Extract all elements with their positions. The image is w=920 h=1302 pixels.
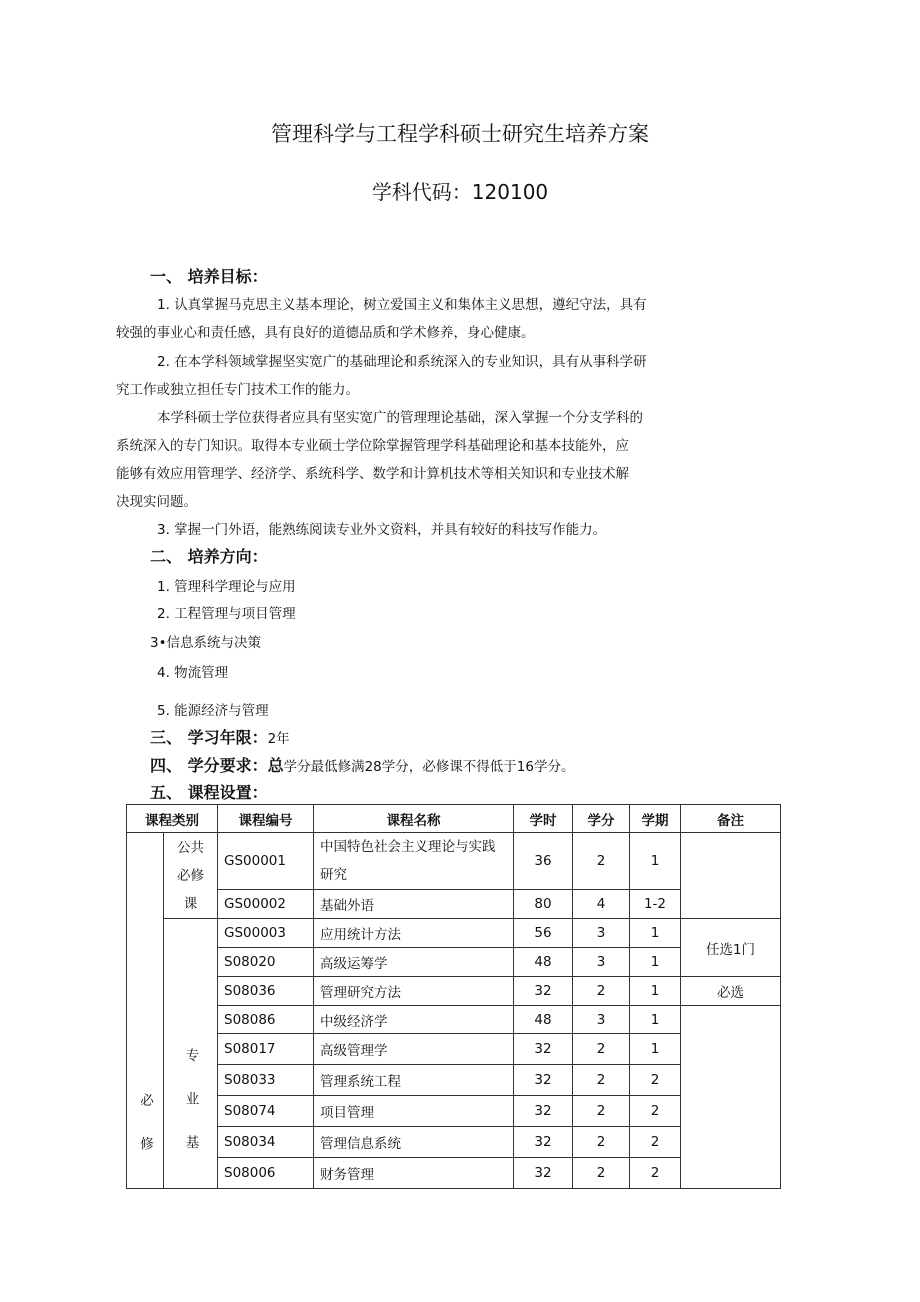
course-name: 基础外语 <box>314 890 514 919</box>
course-code: S08006 <box>218 1158 314 1189</box>
course-credits: 2 <box>573 1158 630 1189</box>
section-5-heading: 五、 课程设置： <box>150 783 268 802</box>
credit-requirement: 学分最低修满28学分，必修课不得低于16学分。 <box>283 759 575 775</box>
direction-item: 1. 管理科学理论与应用 <box>157 579 296 595</box>
course-name: 财务管理 <box>314 1158 514 1189</box>
direction-item: 3•信息系统与决策 <box>150 635 262 651</box>
course-credits: 3 <box>573 919 630 948</box>
course-credits: 2 <box>573 1034 630 1065</box>
section-4-heading: 四、 学分要求： <box>150 756 268 775</box>
course-table <box>126 804 781 1189</box>
section-2-heading: 二、 培养方向： <box>150 547 268 566</box>
course-term: 1 <box>630 1034 681 1065</box>
table-header-row <box>127 805 781 833</box>
remark-elective: 任选1门 <box>681 919 781 977</box>
course-hours: 56 <box>514 919 573 948</box>
course-name: 中国特色社会主义理论与实践研究 <box>314 833 514 890</box>
course-credits: 4 <box>573 890 630 919</box>
course-name: 中级经济学 <box>314 1006 514 1034</box>
course-hours: 32 <box>514 1127 573 1158</box>
course-name: 项目管理 <box>314 1096 514 1127</box>
course-name: 管理研究方法 <box>314 977 514 1006</box>
course-name: 应用统计方法 <box>314 919 514 948</box>
header-code: 课程编号 <box>218 805 314 833</box>
course-hours: 80 <box>514 890 573 919</box>
course-credits: 3 <box>573 1006 630 1034</box>
course-term: 1 <box>630 977 681 1006</box>
course-credits: 2 <box>573 1065 630 1096</box>
course-hours: 36 <box>514 833 573 890</box>
section-4 <box>150 753 574 776</box>
course-hours: 32 <box>514 1158 573 1189</box>
category-public: 公共必修课 <box>164 833 218 919</box>
course-hours: 32 <box>514 1065 573 1096</box>
header-remarks: 备注 <box>681 805 781 833</box>
table-row <box>127 919 781 948</box>
course-credits: 2 <box>573 833 630 890</box>
category-label: 专业基 <box>182 1047 199 1178</box>
course-term: 1 <box>630 919 681 948</box>
paragraph-line: 究工作或独立担任专门技术工作的能力。 <box>116 382 359 398</box>
course-credits: 2 <box>573 1096 630 1127</box>
course-term: 2 <box>630 1158 681 1189</box>
category-required <box>127 833 164 1189</box>
course-name: 高级运筹学 <box>314 948 514 977</box>
page-title: 管理科学与工程学科硕士研究生培养方案 <box>271 122 649 146</box>
paragraph-line: 3. 掌握一门外语，能熟练阅读专业外文资料，并具有较好的科技写作能力。 <box>157 522 607 538</box>
remark-empty <box>681 833 781 919</box>
paragraph-line: 决现实问题。 <box>116 494 197 510</box>
course-term: 1-2 <box>630 890 681 919</box>
course-name: 管理系统工程 <box>314 1065 514 1096</box>
study-duration: 2年 <box>267 731 290 747</box>
header-hours: 学时 <box>514 805 573 833</box>
course-hours: 32 <box>514 1096 573 1127</box>
course-term: 2 <box>630 1096 681 1127</box>
course-term: 2 <box>630 1127 681 1158</box>
section-1-heading: 一、 培养目标： <box>150 267 268 286</box>
course-credits: 2 <box>573 977 630 1006</box>
header-term: 学期 <box>630 805 681 833</box>
course-hours: 32 <box>514 1034 573 1065</box>
table-row <box>127 833 781 890</box>
course-code: S08017 <box>218 1034 314 1065</box>
course-code: S08086 <box>218 1006 314 1034</box>
course-code: S08034 <box>218 1127 314 1158</box>
direction-item: 5. 能源经济与管理 <box>157 703 269 719</box>
paragraph-line: 能够有效应用管理学、经济学、系统科学、数学和计算机技术等相关知识和专业技术解 <box>116 466 629 482</box>
paragraph-line: 2. 在本学科领域掌握坚实宽广的基础理论和系统深入的专业知识，具有从事科学研 <box>157 354 647 370</box>
course-term: 2 <box>630 1065 681 1096</box>
table-row <box>127 977 781 1006</box>
course-code: S08033 <box>218 1065 314 1096</box>
paragraph-line: 本学科硕士学位获得者应具有坚实宽广的管理理论基础，深入掌握一个分支学科的 <box>157 410 643 426</box>
course-name: 管理信息系统 <box>314 1127 514 1158</box>
remark-empty <box>681 1006 781 1189</box>
header-credits: 学分 <box>573 805 630 833</box>
category-label: 必修 <box>137 1093 153 1180</box>
course-code: GS00001 <box>218 833 314 890</box>
paragraph-line: 系统深入的专门知识。取得本专业硕士学位除掌握管理学科基础理论和基本技能外，应 <box>116 438 629 454</box>
section-3-heading: 三、 学习年限： <box>150 728 268 747</box>
paragraph-line: 1. 认真掌握马克思主义基本理论，树立爱国主义和集体主义思想，遵纪守法，具有 <box>157 297 647 313</box>
direction-item: 2. 工程管理与项目管理 <box>157 606 296 622</box>
course-credits: 2 <box>573 1127 630 1158</box>
course-code: GS00002 <box>218 890 314 919</box>
section-3 <box>150 725 290 748</box>
course-hours: 48 <box>514 1006 573 1034</box>
course-code: S08020 <box>218 948 314 977</box>
course-hours: 32 <box>514 977 573 1006</box>
course-code: S08074 <box>218 1096 314 1127</box>
course-term: 1 <box>630 1006 681 1034</box>
course-code: S08036 <box>218 977 314 1006</box>
header-category: 课程类别 <box>127 805 218 833</box>
course-term: 1 <box>630 833 681 890</box>
credit-bold: 总 <box>267 756 284 775</box>
course-credits: 3 <box>573 948 630 977</box>
header-name: 课程名称 <box>314 805 514 833</box>
table-row <box>127 1006 781 1034</box>
course-code: GS00003 <box>218 919 314 948</box>
course-hours: 48 <box>514 948 573 977</box>
course-name: 高级管理学 <box>314 1034 514 1065</box>
category-major-basic <box>164 919 218 1189</box>
direction-item: 4. 物流管理 <box>157 665 229 681</box>
remark-required: 必选 <box>681 977 781 1006</box>
paragraph-line: 较强的事业心和责任感，具有良好的道德品质和学术修养，身心健康。 <box>116 325 535 341</box>
subject-code: 学科代码：120100 <box>371 180 549 204</box>
course-term: 1 <box>630 948 681 977</box>
